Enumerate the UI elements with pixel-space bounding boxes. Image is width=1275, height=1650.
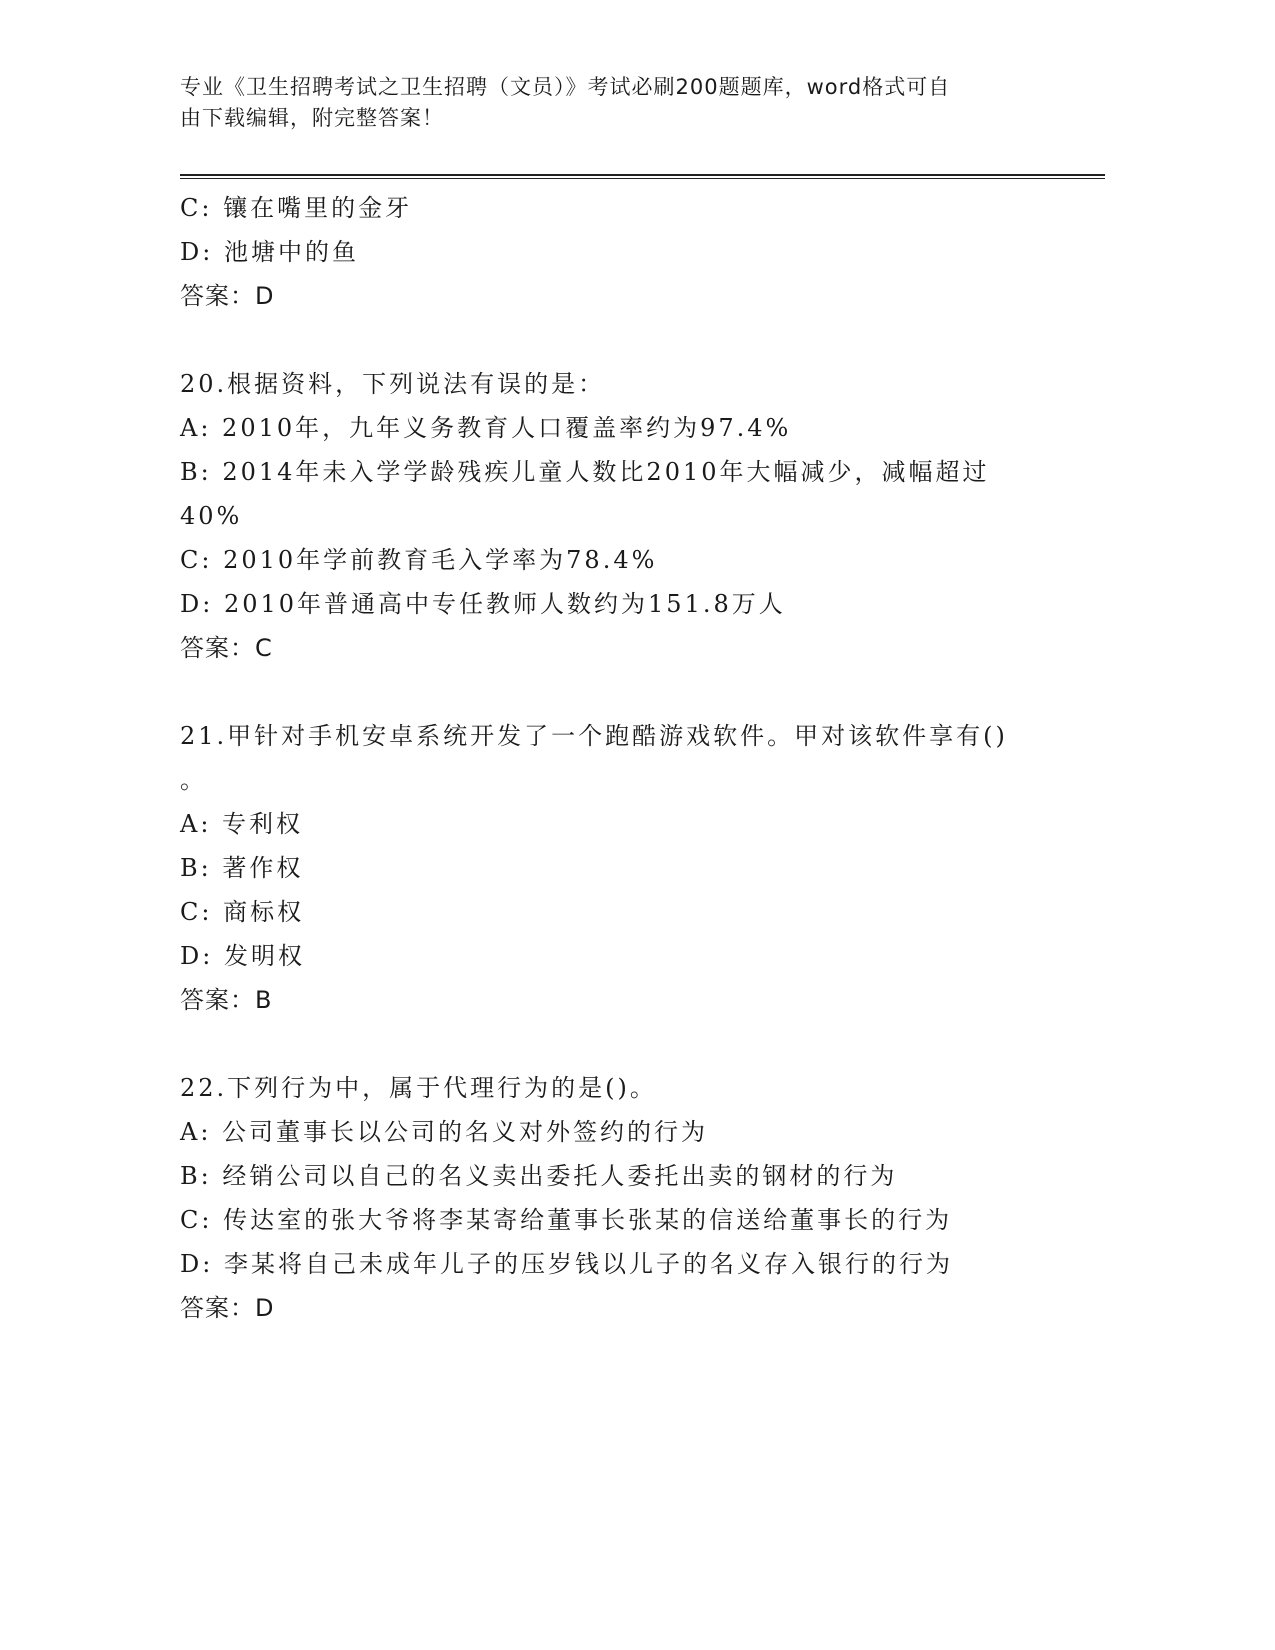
header-line-2: 由下载编辑，附完整答案！ [180, 106, 444, 130]
question-stem: 20.根据资料，下列说法有误的是： [180, 370, 606, 398]
option-line: D: 2010年普通高中专任教师人数约为151.8万人 [180, 590, 786, 618]
option-line-continuation: 40% [180, 502, 243, 530]
option-line: C: 镶在嘴里的金牙 [180, 194, 413, 222]
question-stem: 22.下列行为中，属于代理行为的是()。 [180, 1074, 657, 1102]
option-line: D: 发明权 [180, 942, 305, 970]
question-stem: 21.甲针对手机安卓系统开发了一个跑酷游戏软件。甲对该软件享有() [180, 722, 1008, 750]
block-spacer [180, 318, 1040, 362]
answer-line: 答案：D [180, 282, 275, 310]
question-block-20 [180, 362, 1040, 670]
question-block-21 [180, 714, 1040, 1022]
answer-line: 答案：D [180, 1294, 275, 1322]
option-line: B: 2014年未入学学龄残疾儿童人数比2010年大幅减少，减幅超过 [180, 458, 990, 486]
block-spacer [180, 670, 1040, 714]
option-line: C: 2010年学前教育毛入学率为78.4% [180, 546, 658, 574]
option-line: D: 池塘中的鱼 [180, 238, 359, 266]
option-line: A: 专利权 [180, 810, 304, 838]
page-header [180, 72, 1040, 134]
answer-line: 答案：B [180, 986, 273, 1014]
option-line: D: 李某将自己未成年儿子的压岁钱以儿子的名义存入银行的行为 [180, 1250, 953, 1278]
option-line: B: 经销公司以自己的名义卖出委托人委托出卖的钢材的行为 [180, 1162, 898, 1190]
option-line: B: 著作权 [180, 854, 304, 882]
answer-line: 答案：C [180, 634, 273, 662]
document-body [180, 186, 1040, 1330]
block-spacer [180, 1022, 1040, 1066]
option-line: A: 2010年，九年义务教育人口覆盖率约为97.4% [180, 414, 792, 442]
question-block-19-tail [180, 186, 1040, 318]
question-stem-continuation: 。 [180, 766, 207, 794]
question-block-22 [180, 1066, 1040, 1330]
option-line: C: 商标权 [180, 898, 305, 926]
header-line-1: 专业《卫生招聘考试之卫生招聘（文员）》考试必刷200题题库，word格式可自 [180, 75, 951, 99]
header-divider [180, 174, 1105, 179]
option-line: A: 公司董事长以公司的名义对外签约的行为 [180, 1118, 709, 1146]
option-line: C: 传达室的张大爷将李某寄给董事长张某的信送给董事长的行为 [180, 1206, 953, 1234]
